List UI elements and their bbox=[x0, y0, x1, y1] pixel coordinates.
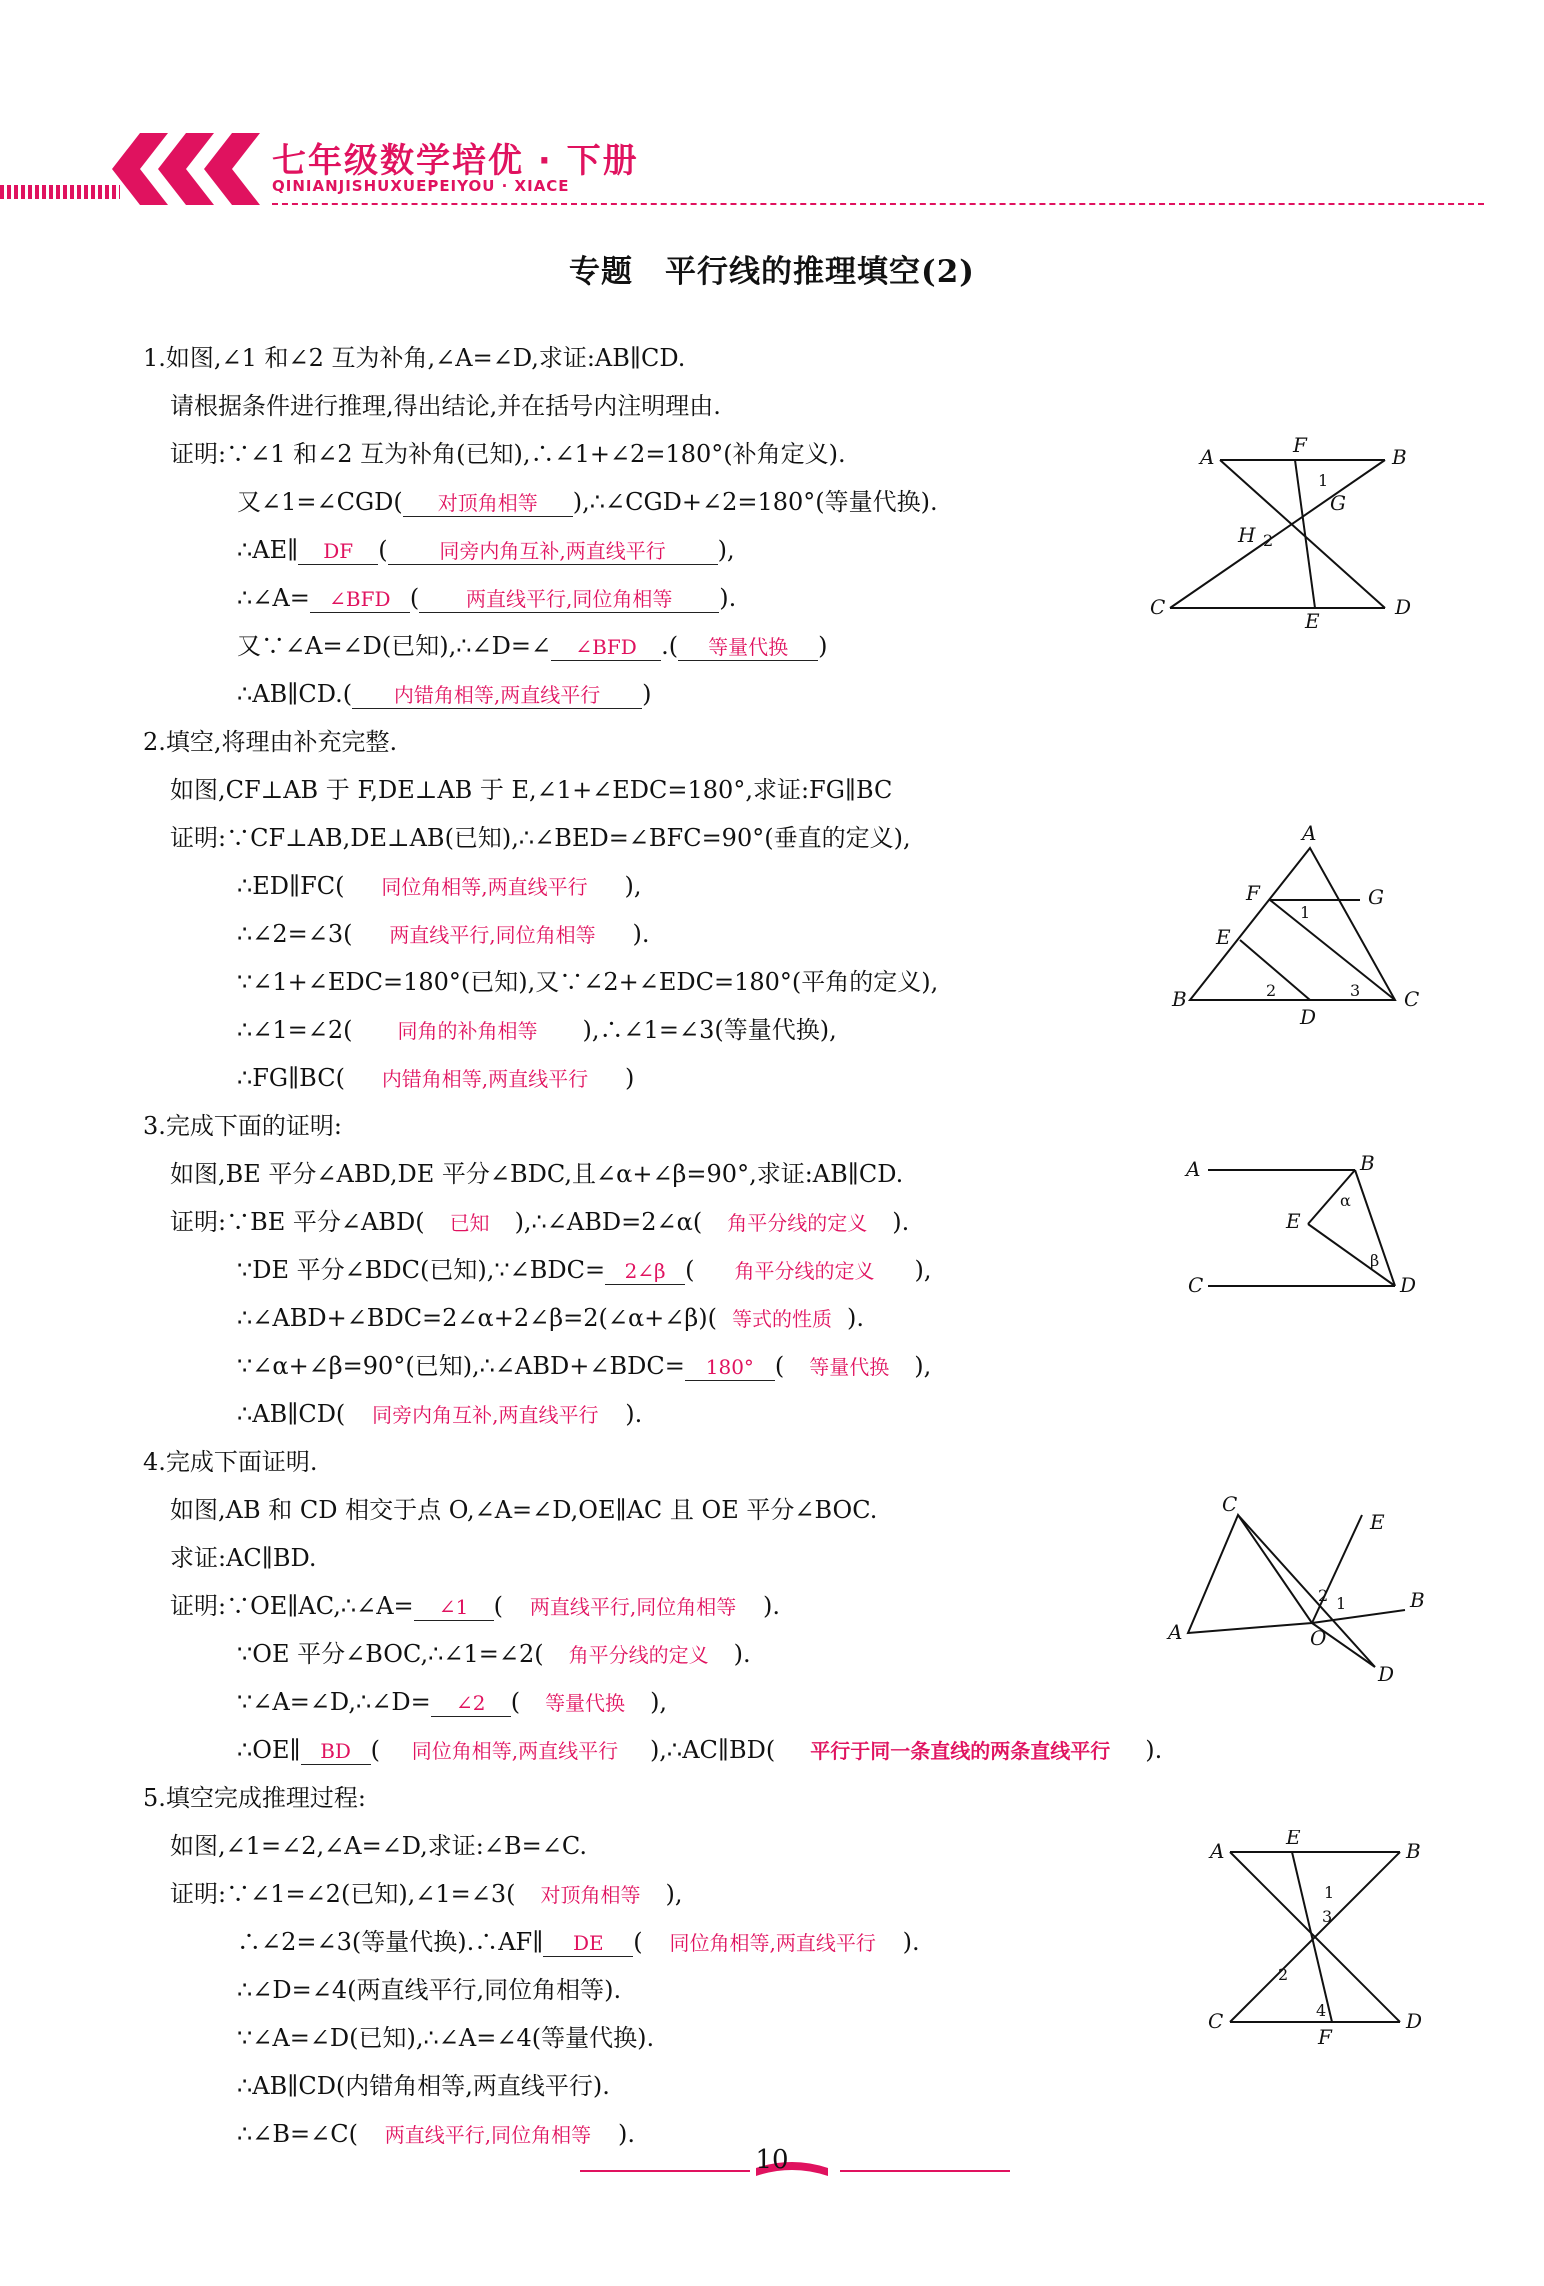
svg-text:A: A bbox=[1210, 1839, 1225, 1863]
q2-l5b: ),∴∠1=∠3(等量代换), bbox=[582, 1016, 837, 1044]
q4-prove: 求证:AC∥BD. bbox=[170, 1544, 317, 1572]
q4-answer-1a[interactable]: ∠1 bbox=[414, 1594, 494, 1621]
q4-line2: ∵OE 平分∠BOC,∴∠1=∠2( 角平分线的定义 ). bbox=[237, 1636, 751, 1673]
svg-text:1: 1 bbox=[1318, 471, 1329, 490]
q4-line4: ∴OE∥ BD ( 同位角相等,两直线平行 ),∴AC∥BD( 平行于同一条直线的两条直线平行 ). bbox=[237, 1732, 1162, 1769]
q3-answer-5[interactable]: 同旁内角互补,两直线平行 bbox=[372, 1403, 599, 1427]
svg-text:1: 1 bbox=[1324, 1883, 1335, 1902]
q2-figure bbox=[1160, 820, 1440, 1040]
q1-l5a: 又∵∠A=∠D(已知),∴∠D=∠ bbox=[237, 632, 552, 660]
q4-answer-3a[interactable]: ∠2 bbox=[431, 1690, 511, 1717]
q3-l4a: ∵∠α+∠β=90°(已知),∴∠ABD+∠BDC= bbox=[237, 1352, 685, 1380]
svg-text:B: B bbox=[1172, 987, 1187, 1011]
q5-line4: ∵∠A=∠D(已知),∴∠A=∠4(等量代换). bbox=[237, 2024, 655, 2052]
q2-line1: 证明:∵CF⊥AB,DE⊥AB(已知),∴∠BED=∠BFC=90°(垂直的定义), bbox=[170, 824, 911, 852]
q1-line4: ∴∠A= ∠BFD ( 两直线平行,同位角相等 ). bbox=[237, 584, 737, 612]
svg-text:3: 3 bbox=[1322, 1907, 1333, 1926]
svg-text:2: 2 bbox=[1266, 981, 1277, 1000]
q1-line5: 又∵∠A=∠D(已知),∴∠D=∠ ∠BFD .( 等量代换 ) bbox=[237, 632, 828, 660]
q5-l1a: 证明:∵∠1=∠2(已知),∠1=∠3( bbox=[170, 1880, 516, 1908]
q2-line2: ∴ED∥FC( 同位角相等,两直线平行 ), bbox=[237, 868, 642, 905]
q5-line5: ∴AB∥CD(内错角相等,两直线平行). bbox=[237, 2072, 610, 2100]
q2-l5a: ∴∠1=∠2( bbox=[237, 1016, 353, 1044]
q1-answer-4a[interactable]: ∠BFD bbox=[310, 586, 410, 613]
q4-answer-2[interactable]: 角平分线的定义 bbox=[568, 1643, 709, 1667]
q1-l2a: 又∠1=∠CGD( bbox=[237, 488, 403, 516]
q4-answer-4c[interactable]: 平行于同一条直线的两条直线平行 bbox=[810, 1739, 1111, 1763]
svg-text:2: 2 bbox=[1318, 1586, 1329, 1605]
q3-answer-4b[interactable]: 等量代换 bbox=[809, 1355, 890, 1379]
q3-answer-1a[interactable]: 已知 bbox=[449, 1211, 490, 1235]
q3-answer-4a[interactable]: 180° bbox=[685, 1354, 775, 1381]
q4-stem: 4.完成下面证明. bbox=[143, 1448, 318, 1476]
svg-text:3: 3 bbox=[1350, 981, 1361, 1000]
q4-l4b: ),∴AC∥BD( bbox=[649, 1736, 776, 1764]
q1-answer-2[interactable]: 对顶角相等 bbox=[403, 490, 573, 517]
q4-answer-4b[interactable]: 同位角相等,两直线平行 bbox=[411, 1739, 619, 1763]
svg-text:G: G bbox=[1368, 885, 1384, 909]
q2-line4: ∵∠1+∠EDC=180°(已知),又∵∠2+∠EDC=180°(平角的定义), bbox=[237, 968, 939, 996]
q4-answer-1b[interactable]: 两直线平行,同位角相等 bbox=[529, 1595, 737, 1619]
q1-line6: ∴AB∥CD.( 内错角相等,两直线平行 ) bbox=[237, 680, 652, 708]
q1-answer-5a[interactable]: ∠BFD bbox=[551, 634, 661, 661]
svg-text:E: E bbox=[1286, 1209, 1301, 1233]
svg-text:β: β bbox=[1370, 1251, 1380, 1270]
svg-text:D: D bbox=[1378, 1662, 1395, 1685]
q2-l2a: ∴ED∥FC( bbox=[237, 872, 345, 900]
svg-text:B: B bbox=[1360, 1151, 1375, 1175]
q2-answer-5[interactable]: 同角的补角相等 bbox=[397, 1019, 538, 1043]
q3-l3a: ∴∠ABD+∠BDC=2∠α+2∠β=2(∠α+∠β)( bbox=[237, 1304, 717, 1332]
q1-line3: ∴AE∥ DF ( 同旁内角互补,两直线平行 ), bbox=[237, 536, 735, 564]
q5-l6a: ∴∠B=∠C( bbox=[237, 2120, 358, 2148]
q4-line1: 证明:∵OE∥AC,∴∠A= ∠1 ( 两直线平行,同位角相等 ). bbox=[170, 1588, 780, 1625]
q3-l2a: ∵DE 平分∠BDC(已知),∵∠BDC= bbox=[237, 1256, 606, 1284]
q1-line2 bbox=[237, 484, 938, 520]
q4-figure bbox=[1160, 1485, 1440, 1685]
q3-l1b: ),∴∠ABD=2∠α( bbox=[514, 1208, 703, 1236]
header-chevrons bbox=[112, 133, 282, 223]
q3-line2: ∵DE 平分∠BDC(已知),∵∠BDC= 2∠β ( 角平分线的定义 ), bbox=[237, 1252, 931, 1289]
q2-l3a: ∴∠2=∠3( bbox=[237, 920, 353, 948]
svg-text:H: H bbox=[1238, 523, 1256, 547]
q1-instruction: 请根据条件进行推理,得出结论,并在括号内注明理由. bbox=[170, 392, 721, 420]
svg-text:E: E bbox=[1370, 1510, 1385, 1534]
svg-text:D: D bbox=[1395, 595, 1412, 619]
svg-text:α: α bbox=[1340, 1191, 1351, 1210]
svg-text:F: F bbox=[1318, 2025, 1332, 2049]
svg-text:C: C bbox=[1150, 595, 1166, 619]
q4-l2a: ∵OE 平分∠BOC,∴∠1=∠2( bbox=[237, 1640, 544, 1668]
svg-text:F: F bbox=[1246, 881, 1260, 905]
book-title: 七年级数学培优 · 下册 bbox=[272, 141, 639, 181]
q3-answer-3[interactable]: 等式的性质 bbox=[732, 1307, 832, 1331]
svg-text:B: B bbox=[1406, 1839, 1421, 1863]
q3-answer-1b[interactable]: 角平分线的定义 bbox=[727, 1211, 868, 1235]
q2-answer-2[interactable]: 同位角相等,两直线平行 bbox=[381, 875, 588, 899]
q1-answer-5b[interactable]: 等量代换 bbox=[678, 634, 818, 661]
q5-given: 如图,∠1=∠2,∠A=∠D,求证:∠B=∠C. bbox=[170, 1832, 587, 1860]
q5-line1: 证明:∵∠1=∠2(已知),∠1=∠3( 对顶角相等 ), bbox=[170, 1876, 683, 1913]
q2-l6a: ∴FG∥BC( bbox=[237, 1064, 345, 1092]
svg-text:D: D bbox=[1300, 1005, 1317, 1029]
q5-figure bbox=[1200, 1830, 1440, 2050]
q5-line2: ∴∠2=∠3(等量代换).∴AF∥ DE ( 同位角相等,两直线平行 ). bbox=[237, 1924, 920, 1961]
svg-text:F: F bbox=[1293, 433, 1307, 457]
q2-answer-6[interactable]: 内错角相等,两直线平行 bbox=[381, 1067, 589, 1091]
q4-l4a: ∴OE∥ bbox=[237, 1736, 301, 1764]
q4-given: 如图,AB 和 CD 相交于点 O,∠A=∠D,OE∥AC 且 OE 平分∠BOC. bbox=[170, 1496, 878, 1524]
q2-given: 如图,CF⊥AB 于 F,DE⊥AB 于 E,∠1+∠EDC=180°,求证:FG∥BC bbox=[170, 776, 893, 804]
svg-text:B: B bbox=[1392, 445, 1407, 469]
q4-answer-3b[interactable]: 等量代换 bbox=[545, 1691, 626, 1715]
q3-figure bbox=[1180, 1150, 1440, 1300]
q1-answer-4b[interactable]: 两直线平行,同位角相等 bbox=[419, 586, 719, 613]
svg-text:2: 2 bbox=[1278, 1965, 1289, 1984]
q1-line1: 证明:∵∠1 和∠2 互为补角(已知),∴∠1+∠2=180°(补角定义). bbox=[170, 440, 846, 468]
q5-stem: 5.填空完成推理过程: bbox=[143, 1784, 366, 1812]
q1-l4a: ∴∠A= bbox=[237, 584, 310, 612]
svg-text:2: 2 bbox=[1263, 531, 1274, 550]
svg-text:G: G bbox=[1330, 491, 1346, 515]
topic-title: 专题 平行线的推理填空(2) bbox=[569, 254, 975, 290]
svg-text:C: C bbox=[1404, 987, 1420, 1011]
q5-line3: ∴∠D=∠4(两直线平行,同位角相等). bbox=[237, 1976, 622, 2004]
q5-line6: ∴∠B=∠C( 两直线平行,同位角相等 ). bbox=[237, 2116, 635, 2153]
svg-text:A: A bbox=[1186, 1157, 1201, 1181]
q5-answer-6[interactable]: 两直线平行,同位角相等 bbox=[384, 2123, 592, 2147]
q3-line3: ∴∠ABD+∠BDC=2∠α+2∠β=2(∠α+∠β)( 等式的性质 ). bbox=[237, 1300, 864, 1337]
q3-l1a: 证明:∵BE 平分∠ABD( bbox=[170, 1208, 425, 1236]
q4-line3: ∵∠A=∠D,∴∠D= ∠2 ( 等量代换 ), bbox=[237, 1684, 667, 1721]
q4-l1a: 证明:∵OE∥AC,∴∠A= bbox=[170, 1592, 414, 1620]
svg-text:C: C bbox=[1222, 1492, 1238, 1516]
q1-stem: 1.如图,∠1 和∠2 互为补角,∠A=∠D,求证:AB∥CD. bbox=[143, 344, 686, 372]
q1-l2b: ),∴∠CGD+∠2=180°(等量代换). bbox=[572, 488, 938, 516]
q5-answer-1[interactable]: 对顶角相等 bbox=[540, 1883, 641, 1907]
q1-answer-6[interactable]: 内错角相等,两直线平行 bbox=[352, 682, 642, 709]
q3-line4: ∵∠α+∠β=90°(已知),∴∠ABD+∠BDC= 180° ( 等量代换 ), bbox=[237, 1348, 931, 1385]
header-divider bbox=[272, 203, 1484, 205]
q1-figure bbox=[1130, 430, 1430, 630]
svg-text:E: E bbox=[1216, 925, 1231, 949]
page-header bbox=[0, 115, 1544, 205]
svg-text:E: E bbox=[1305, 609, 1320, 630]
q3-line1: 证明:∵BE 平分∠ABD( 已知 ),∴∠ABD=2∠α( 角平分线的定义 ). bbox=[170, 1204, 909, 1241]
q5-answer-2b[interactable]: 同位角相等,两直线平行 bbox=[669, 1931, 876, 1955]
q1-answer-3b[interactable]: 同旁内角互补,两直线平行 bbox=[388, 538, 718, 565]
svg-text:D: D bbox=[1400, 1273, 1417, 1297]
svg-text:C: C bbox=[1208, 2009, 1224, 2033]
svg-text:D: D bbox=[1406, 2009, 1423, 2033]
header-stripes bbox=[0, 185, 120, 199]
q5-answer-2a[interactable]: DE bbox=[543, 1930, 633, 1957]
svg-text:O: O bbox=[1310, 1626, 1327, 1650]
q2-stem: 2.填空,将理由补充完整. bbox=[143, 728, 398, 756]
q3-answer-2b[interactable]: 角平分线的定义 bbox=[734, 1259, 875, 1283]
page-number: 10 bbox=[755, 2145, 789, 2175]
svg-text:A: A bbox=[1200, 445, 1215, 469]
svg-text:C: C bbox=[1188, 1273, 1204, 1297]
svg-text:1: 1 bbox=[1300, 903, 1311, 922]
q3-answer-2a[interactable]: 2∠β bbox=[605, 1258, 685, 1285]
q3-given: 如图,BE 平分∠ABD,DE 平分∠BDC,且∠α+∠β=90°,求证:AB∥CD. bbox=[170, 1160, 904, 1188]
q4-l3a: ∵∠A=∠D,∴∠D= bbox=[237, 1688, 431, 1716]
q3-l5a: ∴AB∥CD( bbox=[237, 1400, 346, 1428]
svg-text:B: B bbox=[1410, 1588, 1425, 1612]
q2-line5 bbox=[237, 1012, 837, 1049]
svg-text:1: 1 bbox=[1336, 1594, 1347, 1613]
svg-text:A: A bbox=[1302, 821, 1317, 845]
q2-line3: ∴∠2=∠3( 两直线平行,同位角相等 ). bbox=[237, 916, 650, 953]
q5-l2a: ∴∠2=∠3(等量代换).∴AF∥ bbox=[237, 1928, 544, 1956]
q1-l3a: ∴AE∥ bbox=[237, 536, 299, 564]
q2-line6: ∴FG∥BC( 内错角相等,两直线平行 ) bbox=[237, 1060, 634, 1097]
q1-l6a: ∴AB∥CD.( bbox=[237, 680, 353, 708]
q2-answer-3[interactable]: 两直线平行,同位角相等 bbox=[389, 923, 596, 947]
book-title-pinyin: QINIANJISHUXUEPEIYOU · XIACE bbox=[272, 177, 570, 195]
q3-line5: ∴AB∥CD( 同旁内角互补,两直线平行 ). bbox=[237, 1396, 642, 1433]
q4-answer-4a[interactable]: BD bbox=[301, 1738, 371, 1765]
svg-text:4: 4 bbox=[1316, 2001, 1327, 2020]
svg-text:E: E bbox=[1286, 1830, 1301, 1849]
q3-stem: 3.完成下面的证明: bbox=[143, 1112, 342, 1140]
svg-text:A: A bbox=[1168, 1620, 1183, 1644]
q1-answer-3a[interactable]: DF bbox=[298, 538, 378, 565]
